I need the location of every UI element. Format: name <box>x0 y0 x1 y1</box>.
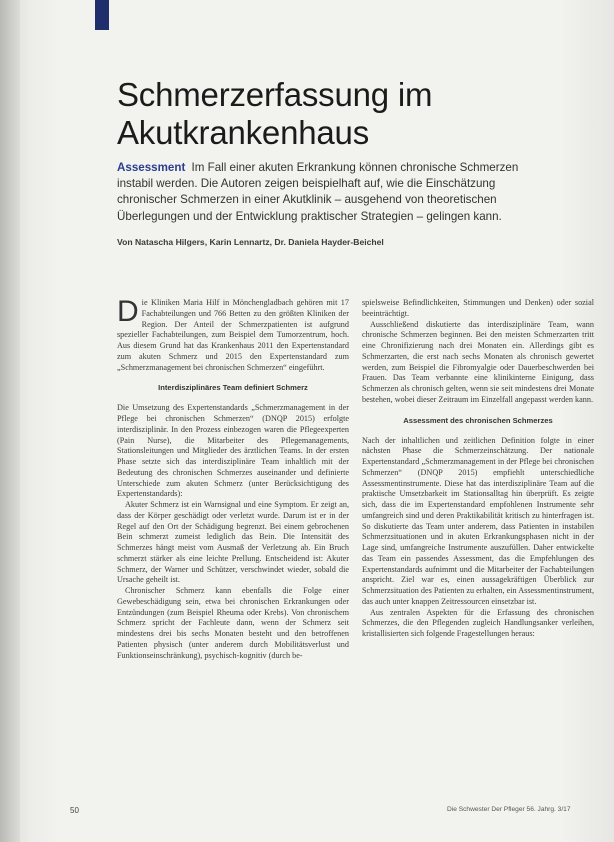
body-paragraph: Nach der inhaltlichen und zeitlichen Definition folgte in einer nächsten Phase die Schmerzeinschätzung. Der nationale Expertenstandard „Schmerzmanagement in der Pflege bei chronischen Schmerzen“ (DNQP 2015) empfiehlt unterschiedliche Assessmentinstrumente. Diese hat das interdisziplinäre Team auf die praktische Umsetzbarkeit im Stationsalltag hin überprüft. Es zeigte sich, dass die im Expertenstandard empfohlenen Instrumente sehr umfangreich sind und deren Praktikabilität kritisch zu hinterfragen ist. So diskutierte das Team unter anderem, dass Patienten in instabilen Schmerzsituationen und in akuten Erkrankungsphasen nicht in der Lage sind, umfangreiche Instrumente auszufüllen. Daher entwickelte das Team ein passendes Assessment, das die Empfehlungen des Expertenstandards aufnimmt und die Mitarbeiter der Fachabteilungen anspricht. Ziel war es, einen aussagekräftigen Überblick zur Schmerzsituation des Patienten zu erhalten, ein Assessmentinstrument, das auch unter knappen Zeitressourcen einsetzbar ist. <box>362 435 594 606</box>
binding-shadow <box>0 0 20 842</box>
article-lead <box>117 160 537 225</box>
section-heading: Assessment des chronischen Schmerzes <box>403 415 553 425</box>
title-line-1: Schmerzerfassung im <box>117 76 433 113</box>
lead-text: Im Fall einer akuten Erkrankung können chronische Schmerzen instabil werden. Die Autoren zeigen beispielhaft auf, wie die Einschätzung chronischer Schmerzen in einer Akutklinik – ausgehend von theoretischen Überlegungen und der Entwicklung praktischer Strategien – gelingen kann. <box>117 161 519 223</box>
title-line-2: Akutkrankenhaus <box>117 114 369 151</box>
body-paragraph: Chronischer Schmerz kann ebenfalls die Folge einer Gewebeschädigung sein, etwa bei chronischen Erkrankungen oder Entzündungen (zum Beispiel Rheuma oder Krebs). Von chronischem Schmerz spricht der Fachleute dann, wenn der Schmerz seit mindestens drei bis sechs Monaten besteht und den betroffenen Patienten physisch (unter anderem durch Mobilitätsverlust und Funktionseinschränkung), psychisch-kognitiv (durch be- <box>117 586 349 660</box>
body-paragraph: Akuter Schmerz ist ein Warnsignal und eine Symptom. Er zeigt an, dass der Körper geschädigt oder verletzt wurde. Darum ist er in der Regel auf den Ort der Schädigung begrenzt. Bei einem gebrochenen Bein schmerzt zumeist lediglich das Bein. Die Intensität des Schmerzes hängt meist vom Ausmaß der Verletzung ab. Ein Bruch schmerzt stärker als eine leichte Prellung. Entscheidend ist: Akuter Schmerz, der Warner und Schützer, verschwindet wieder, sobald die Ursache geheilt ist. <box>117 500 349 585</box>
body-paragraph: Ausschließend diskutierte das interdisziplinäre Team, wann chronische Schmerzen beginnen. Bei den meisten Schmerzarten tritt eine Chronifizierung nach drei Monaten ein. Allerdings gibt es Schmerzarten, die erst nach sechs Monaten als chronisch gewertet werden, zum Beispiel die Fibromyalgie oder Dauerbeschwerden bei Frauen. Das Team verbannte eine klinikinterne Einigung, dass Schmerzen als chronisch gelten, wenn sie seit mindestens drei Monate bestehen, wobei dieser Zeitraum im Einzelfall angepasst werden kann. <box>362 319 594 404</box>
intro-paragraph <box>117 295 349 373</box>
section-marker <box>95 0 109 30</box>
kicker-label: Assessment <box>117 161 186 174</box>
text-column-right <box>362 298 594 640</box>
page-number: 50 <box>70 806 79 815</box>
drop-cap: D <box>117 295 139 328</box>
publication-footer: Die Schwester Der Pfleger 56. Jahrg. 3/17 <box>447 806 571 813</box>
author-line: Von Natascha Hilgers, Karin Lennartz, Dr. Daniela Hayder-Beichel <box>117 237 384 247</box>
section-heading: Interdisziplinäres Team definiert Schmerz <box>158 383 308 393</box>
article-title <box>117 76 537 152</box>
body-paragraph: Die Umsetzung des Expertenstandards „Schmerzmanagement in der Pflege bei chronischen Schmerzen“ (DNQP 2015) erfolgte interdisziplinär. In den Prozess einbezogen waren die Pflegeexperten (Pain Nurse), die Mitarbeiter des Pflegemanagements, Stationsleitungen und Mitglieder des ärztlichen Teams. In der ersten Phase setzte sich das interdisziplinäre Team inhaltlich mit der Bedeutung des chronischen Schmerzes auseinander und definierte Unterschiede zum akuten Schmerz (unter Berücksichtigung des Expertenstandards): <box>117 403 349 499</box>
body-paragraph: spielsweise Befindlichkeiten, Stimmungen und Denken) oder sozial beeinträchtigt. <box>362 298 594 318</box>
text-column-left <box>117 295 349 661</box>
intro-text: ie Kliniken Maria Hilf in Mönchengladbach gehören mit 17 Fachabteilungen und 766 Betten zu den größten Kliniken der Region. Der Anteil der Schmerzpatienten ist aufgrund spezieller Fachabteilungen, zum Beispiel dem Tumorzentrum, hoch. Aus diesem Grund hat das Krankenhaus 2011 den Expertenstandard zum akuten Schmerz und 2015 den Expertenstandard zum „Schmerzmanagement bei chronischen Schmerzen“ eingeführt. <box>117 298 349 372</box>
body-paragraph: Aus zentralen Aspekten für die Erfassung des chronischen Schmerzes, die den Pflegenden zugleich Handlungsanker verleihen, kristallisierten sich folgende Fragestellungen heraus: <box>362 607 594 638</box>
